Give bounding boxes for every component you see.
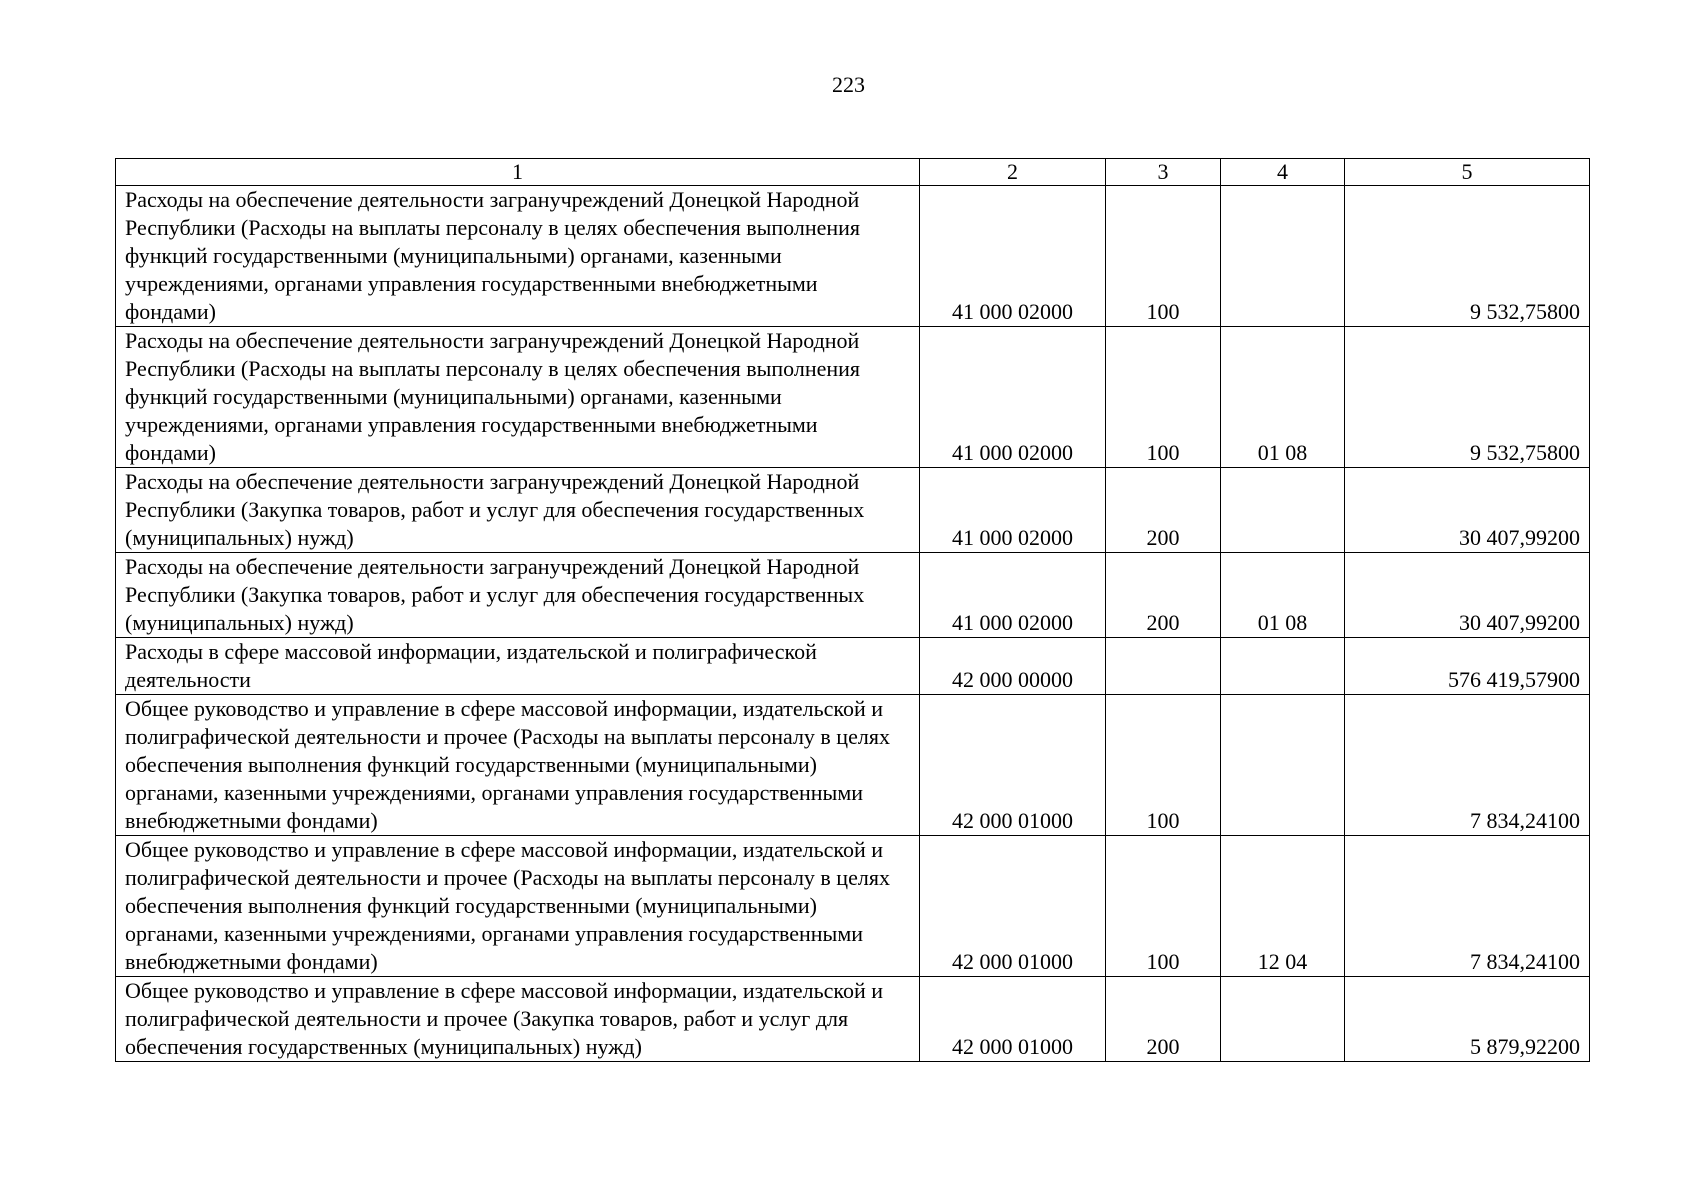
table-row	[116, 836, 1590, 977]
row-expense-type: 100	[1106, 186, 1221, 327]
row-expense-type: 200	[1106, 977, 1221, 1062]
row-description: Общее руководство и управление в сфере массовой информации, издательской и полиграфической деятельности и прочее (Расходы на выплаты персоналу в целях обеспечения выполнения функций государственными (муниципальными) органами, казенными учреждениями, органами управления государственными внебюджетными фондами)	[116, 836, 920, 977]
table-header-row	[116, 159, 1590, 186]
row-amount: 5 879,92200	[1345, 977, 1590, 1062]
row-section	[1221, 695, 1345, 836]
row-expense-type: 200	[1106, 553, 1221, 638]
row-description: Расходы на обеспечение деятельности загранучреждений Донецкой Народной Республики (Закупка товаров, работ и услуг для обеспечения государственных (муниципальных) нужд)	[116, 468, 920, 553]
row-description: Общее руководство и управление в сфере массовой информации, издательской и полиграфической деятельности и прочее (Расходы на выплаты персоналу в целях обеспечения выполнения функций государственными (муниципальными) органами, казенными учреждениями, органами управления государственными внебюджетными фондами)	[116, 695, 920, 836]
page-number: 223	[832, 72, 865, 97]
row-target-code: 41 000 02000	[920, 468, 1106, 553]
row-section	[1221, 638, 1345, 695]
budget-table	[115, 158, 1590, 1062]
row-section	[1221, 468, 1345, 553]
row-target-code: 42 000 01000	[920, 836, 1106, 977]
table-row	[116, 977, 1590, 1062]
row-amount: 30 407,99200	[1345, 468, 1590, 553]
row-description: Расходы на обеспечение деятельности загранучреждений Донецкой Народной Республики (Закупка товаров, работ и услуг для обеспечения государственных (муниципальных) нужд)	[116, 553, 920, 638]
row-target-code: 41 000 02000	[920, 553, 1106, 638]
row-expense-type: 100	[1106, 695, 1221, 836]
row-amount: 7 834,24100	[1345, 695, 1590, 836]
table-row	[116, 468, 1590, 553]
column-header-description: 1	[116, 159, 920, 186]
table-row	[116, 638, 1590, 695]
row-target-code: 41 000 02000	[920, 186, 1106, 327]
row-target-code: 41 000 02000	[920, 327, 1106, 468]
row-target-code: 42 000 01000	[920, 695, 1106, 836]
row-section: 01 08	[1221, 553, 1345, 638]
row-expense-type: 100	[1106, 836, 1221, 977]
table-row	[116, 553, 1590, 638]
row-amount: 7 834,24100	[1345, 836, 1590, 977]
row-description: Расходы на обеспечение деятельности загранучреждений Донецкой Народной Республики (Расходы на выплаты персоналу в целях обеспечения выполнения функций государственными (муниципальными) органами, казенными учреждениями, органами управления государственными внебюджетными фондами)	[116, 186, 920, 327]
row-target-code: 42 000 00000	[920, 638, 1106, 695]
table-row	[116, 695, 1590, 836]
row-description: Расходы в сфере массовой информации, издательской и полиграфической деятельности	[116, 638, 920, 695]
row-description: Общее руководство и управление в сфере массовой информации, издательской и полиграфической деятельности и прочее (Закупка товаров, работ и услуг для обеспечения государственных (муниципальных) нужд)	[116, 977, 920, 1062]
row-section: 12 04	[1221, 836, 1345, 977]
row-expense-type: 200	[1106, 468, 1221, 553]
table-row	[116, 327, 1590, 468]
row-description: Расходы на обеспечение деятельности загранучреждений Донецкой Народной Республики (Расходы на выплаты персоналу в целях обеспечения выполнения функций государственными (муниципальными) органами, казенными учреждениями, органами управления государственными внебюджетными фондами)	[116, 327, 920, 468]
row-section: 01 08	[1221, 327, 1345, 468]
row-target-code: 42 000 01000	[920, 977, 1106, 1062]
row-expense-type: 100	[1106, 327, 1221, 468]
column-header-section: 4	[1221, 159, 1345, 186]
row-expense-type	[1106, 638, 1221, 695]
row-amount: 9 532,75800	[1345, 327, 1590, 468]
row-section	[1221, 186, 1345, 327]
column-header-target-code: 2	[920, 159, 1106, 186]
row-amount: 30 407,99200	[1345, 553, 1590, 638]
table-row	[116, 186, 1590, 327]
column-header-expense-type: 3	[1106, 159, 1221, 186]
row-section	[1221, 977, 1345, 1062]
row-amount: 9 532,75800	[1345, 186, 1590, 327]
row-amount: 576 419,57900	[1345, 638, 1590, 695]
column-header-amount: 5	[1345, 159, 1590, 186]
